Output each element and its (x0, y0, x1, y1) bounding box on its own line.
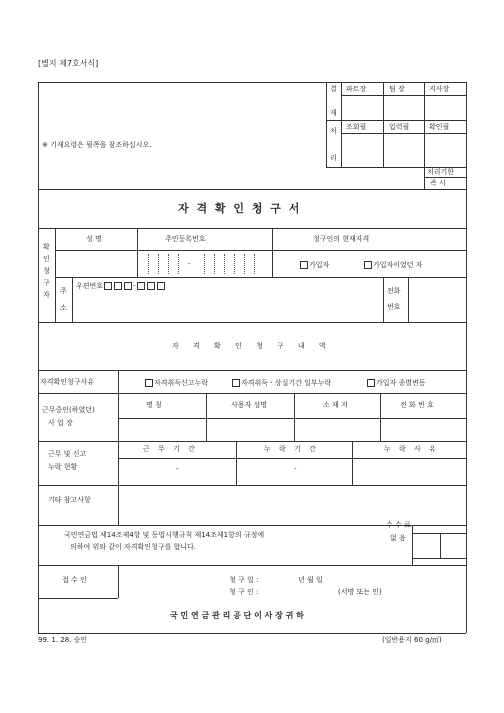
omission-label-2: 누락 현황 (48, 463, 78, 471)
receiver-label: 접 수 인 (62, 576, 87, 584)
notice-text: ※ 기재요령은 뒷쪽을 참조하십시오. (42, 141, 152, 149)
footer-paper-spec: (일반용지 60 g/㎡) (382, 636, 442, 644)
declaration-line-1: 국민연금법 제14조제4항 및 동법시행규칙 제14조제1항의 규정에 (64, 531, 265, 539)
workplace-col-name: 명 칭 (146, 401, 162, 409)
claimant-side-2: 인 (43, 255, 50, 263)
work-period-dash: - (176, 465, 179, 473)
approval-side-2: 재 (330, 109, 337, 117)
address-label-1: 주 (60, 287, 67, 295)
checkbox-icon[interactable] (145, 379, 153, 387)
approval-confirmed: 확인필 (429, 123, 450, 131)
approval-branch-head: 지사장 (429, 85, 450, 93)
phone-label-2: 번호 (387, 303, 401, 311)
postcode-label: 우편번호 (76, 282, 104, 290)
footer-approval-date: 99. 1. 28. 승인 (38, 636, 88, 644)
form-title: 자 격 확 인 청 구 서 (178, 202, 302, 215)
omission-col-missing: 누 락 기 간 (264, 445, 319, 453)
approval-side-4: 리 (330, 154, 337, 162)
claimant-side-4: 구 (43, 279, 50, 287)
omission-col-reason: 누 락 사 유 (384, 445, 439, 453)
workplace-col-phone: 전 화 번 호 (400, 401, 434, 409)
reason-opt-3[interactable]: 가입자 종별변동 (366, 379, 426, 387)
opt-former-label: 가입자이었던 자 (373, 261, 423, 269)
checkbox-icon[interactable] (232, 379, 240, 387)
claimant-side-5: 자 (43, 291, 50, 299)
rrn-label: 주민등록번호 (165, 235, 206, 243)
postcode-dash: - (133, 282, 136, 290)
workplace-label-2: 사 업 장 (48, 419, 73, 427)
opt-subscriber[interactable] (299, 261, 329, 269)
checkbox-icon[interactable] (300, 261, 308, 269)
approval-side-1: 결 (330, 85, 337, 93)
addressee: 국 민 연 금 관 리 공 단 이 사 장 귀 하 (170, 611, 304, 620)
missing-period-dash: - (294, 465, 297, 473)
claim-date-label: 청 구 일 : (229, 576, 259, 584)
fee-label: 수 수 료 (386, 521, 411, 529)
postcode-field[interactable] (76, 282, 166, 290)
omission-col-work: 근 무 기 간 (143, 445, 198, 453)
omission-label-1: 근무 및 신고 (48, 450, 87, 458)
claimant-sign-label: 청 구 인 : (229, 588, 259, 596)
workplace-col-location: 소 재 지 (323, 401, 348, 409)
details-header: 자 격 확 인 청 구 내 역 (172, 342, 332, 350)
opt-former-subscriber[interactable] (363, 261, 423, 269)
approval-side-3: 처 (330, 127, 337, 135)
approval-entered: 입력필 (389, 123, 410, 131)
current-status-label: 청구인의 현재자격 (313, 235, 370, 243)
workplace-label-1: 근무중인(하였던) (42, 406, 95, 414)
other-notes-label: 기타 참고사항 (48, 496, 91, 504)
form-number: [별지 제7호서식] (38, 59, 99, 68)
claimant-side-1: 확 (43, 243, 50, 251)
rrn-dash: - (188, 260, 191, 268)
checkbox-icon[interactable] (367, 379, 375, 387)
checkbox-icon[interactable] (364, 261, 372, 269)
process-period-label: 처리기한 (427, 168, 455, 176)
approval-team-leader: 팀 장 (389, 85, 405, 93)
address-label-2: 소 (60, 304, 67, 312)
reason-label: 자격확인청구사유 (40, 378, 95, 386)
fee-value: 없 음 (390, 534, 406, 542)
name-label: 성 명 (86, 235, 102, 243)
approval-part-leader: 파트장 (346, 85, 367, 93)
approval-checked: 조회필 (346, 123, 367, 131)
claimant-side-3: 청 (43, 267, 50, 275)
phone-label-1: 전화 (387, 287, 401, 295)
process-period-value: 즉 시 (430, 179, 446, 187)
workplace-col-employer: 사용자 성명 (231, 401, 268, 409)
declaration-line-2: 의하여 위와 같이 자격확인청구를 합니다. (70, 543, 197, 551)
reason-opt-1[interactable]: 자격취득신고누락 (144, 379, 208, 387)
claim-date-value: 년 월 일 (298, 576, 323, 584)
sign-note: (서명 또는 인) (338, 588, 382, 596)
reason-opt-2[interactable]: 자격취득ㆍ상실기간 일부누락 (231, 379, 331, 387)
opt-subscriber-label: 가입자 (309, 261, 330, 269)
